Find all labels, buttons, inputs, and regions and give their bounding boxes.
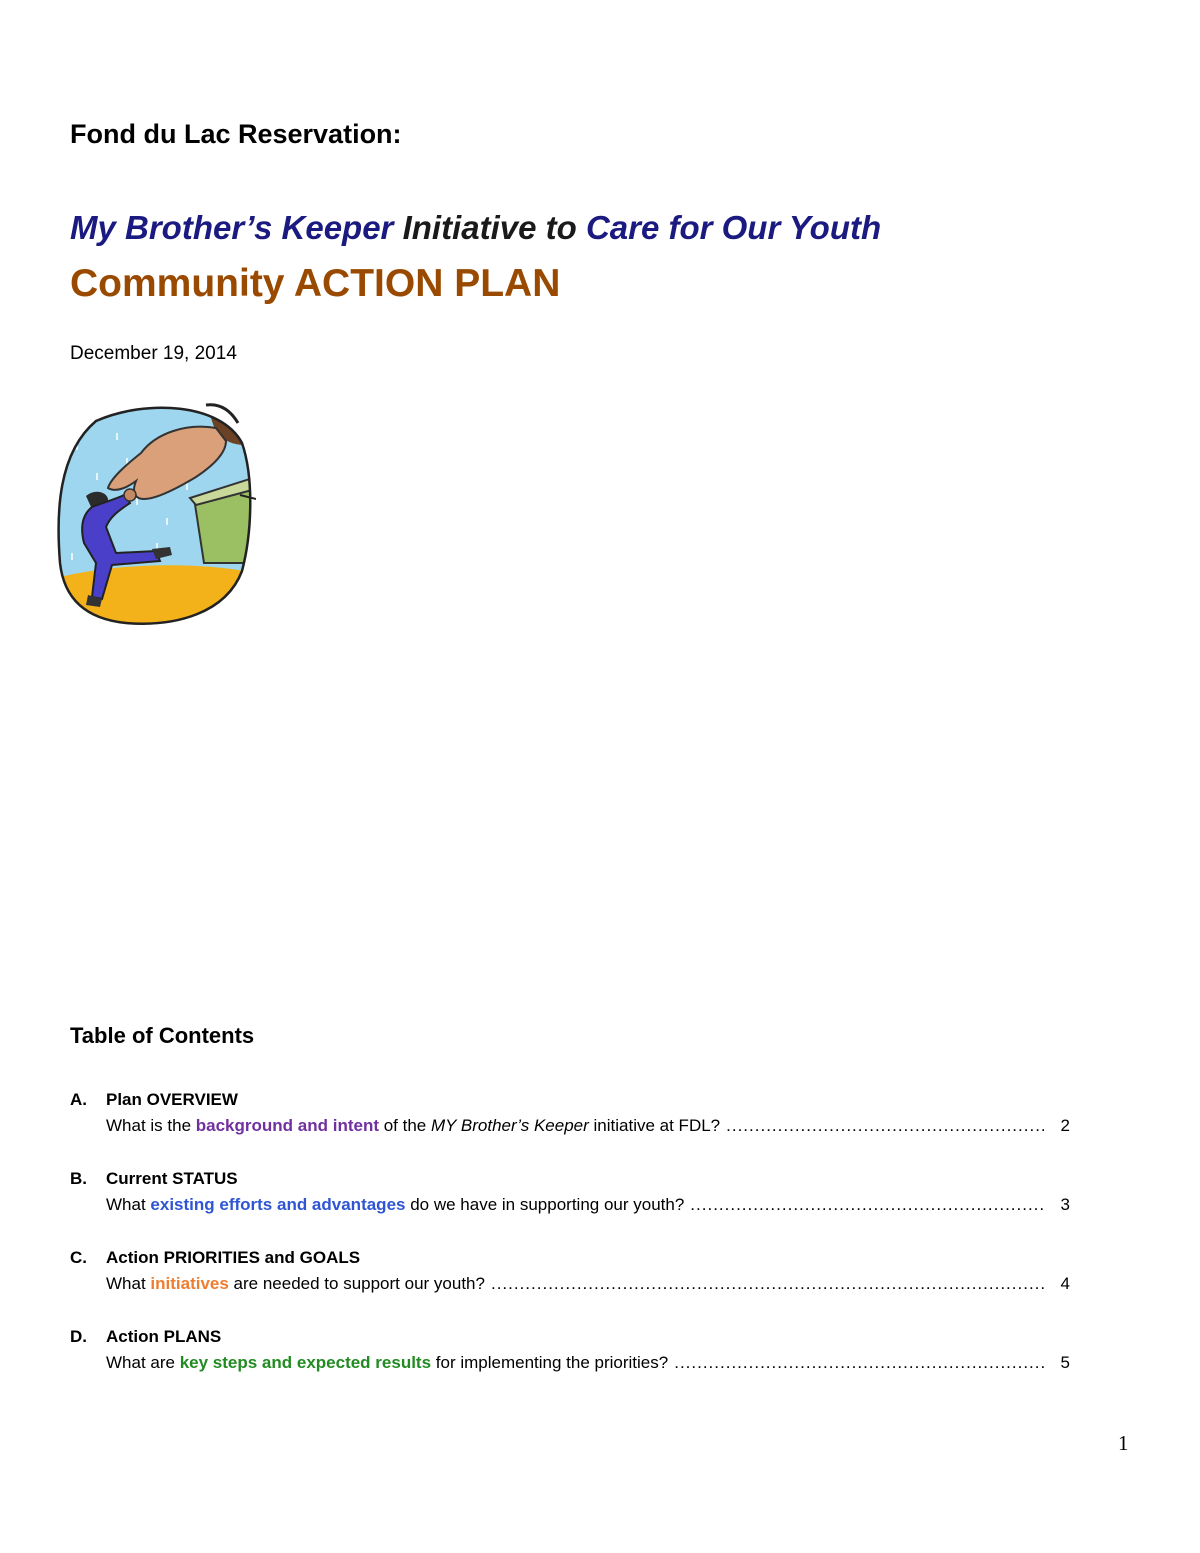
toc-dot-leader (726, 1116, 1044, 1136)
toc-description-text: What are key steps and expected results for implementing the priorities? (106, 1353, 669, 1372)
toc-item-heading: Current STATUS (106, 1169, 238, 1188)
helping-hand-illustration (56, 403, 256, 628)
toc-page-number: 5 (1060, 1353, 1070, 1372)
document-title: Community ACTION PLAN (70, 262, 561, 305)
toc-highlight: key steps and expected results (179, 1353, 432, 1372)
toc-item-description (106, 1116, 1070, 1136)
toc-letter: D. (70, 1327, 87, 1346)
toc-letter: C. (70, 1248, 87, 1267)
toc-dot-leader (690, 1195, 1044, 1215)
toc-dot-leader (674, 1353, 1044, 1373)
toc-description-text: What initiatives are needed to support our youth? (106, 1274, 485, 1293)
initiative-subtitle (70, 209, 881, 247)
subtitle-brothers-keeper: My Brother’s Keeper (70, 209, 394, 246)
document-date: December 19, 2014 (70, 343, 237, 364)
toc-description-text: What is the background and intent of the MY Brother’s Keeper initiative at FDL? (106, 1116, 721, 1135)
page-number: 1 (1118, 1431, 1129, 1455)
toc-item-heading: Action PLANS (106, 1327, 222, 1346)
toc-heading: Table of Contents (70, 1023, 255, 1048)
toc-item-heading: Plan OVERVIEW (106, 1090, 238, 1109)
toc-page-number: 4 (1060, 1274, 1070, 1293)
toc-letter: B. (70, 1169, 87, 1188)
toc-item-description (106, 1353, 1070, 1373)
subtitle-initiative-to: Initiative to (393, 209, 586, 246)
toc-item-heading: Action PRIORITIES and GOALS (106, 1248, 361, 1267)
toc-item-description (106, 1195, 1070, 1215)
toc-highlight: existing efforts and advantages (150, 1195, 406, 1214)
toc-highlight: initiatives (150, 1274, 229, 1293)
reservation-heading: Fond du Lac Reservation: (70, 119, 402, 149)
toc-letter: A. (70, 1090, 87, 1109)
toc-highlight: background and intent (195, 1116, 379, 1135)
subtitle-care-for-youth: Care for Our Youth (585, 209, 882, 246)
toc-dot-leader (491, 1274, 1044, 1294)
toc-italic-title: MY Brother’s Keeper (430, 1116, 589, 1135)
toc-page-number: 3 (1060, 1195, 1070, 1214)
toc-item-description (106, 1274, 1070, 1294)
toc-description-text: What existing efforts and advantages do we have in supporting our youth? (106, 1195, 685, 1214)
toc-page-number: 2 (1060, 1116, 1070, 1135)
